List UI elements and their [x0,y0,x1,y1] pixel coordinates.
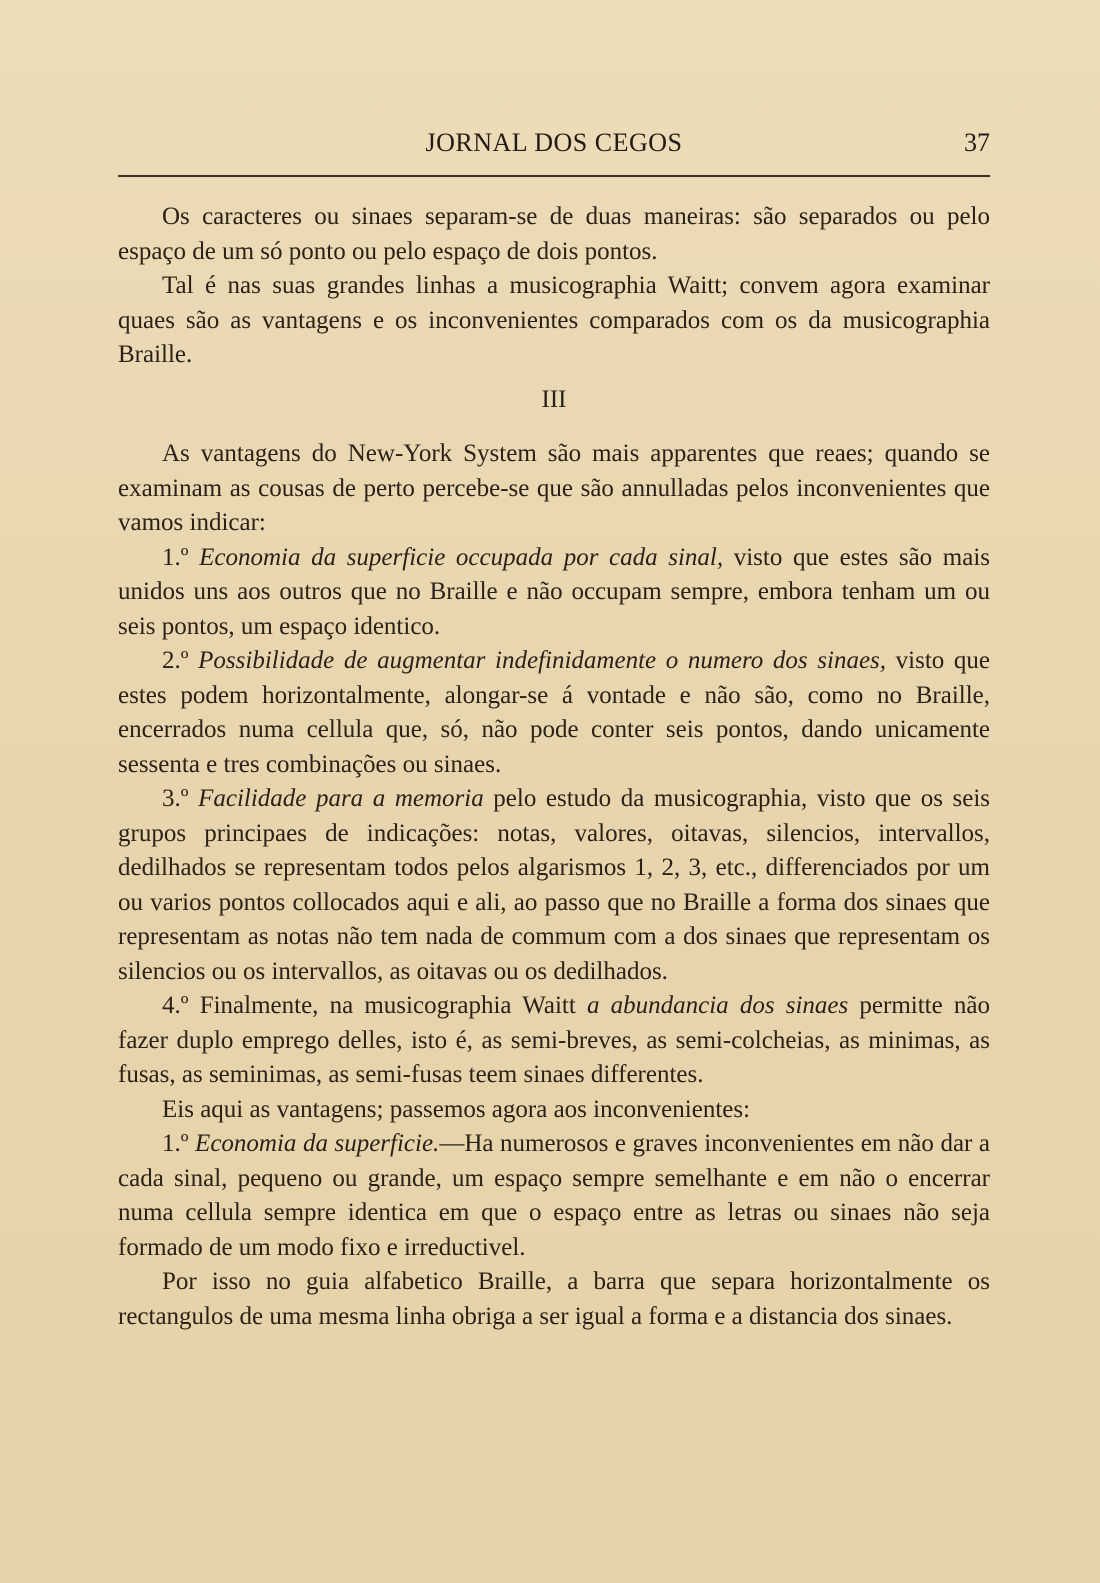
paragraph-text: Eis aqui as vantagens; passemos agora aos inconvenientes: [162,1095,751,1123]
item-emphasis: Facilidade para a memoria [198,785,484,812]
item-number: 1.º [162,1130,189,1157]
running-header [118,128,990,162]
item-number: 2.º [162,647,189,674]
body-text [118,200,990,1334]
numbered-item [118,1127,990,1265]
item-text: —Ha numerosos e graves inconvenientes em não dar a cada sinal, pequeno ou grande, um espaço sempre semelhante e em não o encerrar numa cellula sempre identica em que o espaço entre as letras ou sinaes não seja formado de um modo fixo e irreductivel. [118,1130,990,1261]
running-title: JORNAL DOS CEGOS [425,128,683,157]
item-emphasis: a abundancia dos sinaes [586,992,849,1019]
paragraph-text: Tal é nas suas grandes linhas a musicographia Waitt; convem agora examinar quaes são as vantagens e os inconvenientes comparados com os da musicographia Braille. [118,272,990,368]
item-text: pelo estudo da musicographia, visto que os seis grupos principaes de indicações: notas, valores, oitavas, silencios, intervallos, dedilhados se representam todos pelos algarismos 1, 2, 3, etc., differenciados por um ou varios pontos collocados aqui e ali, ao passo que no Braille a forma dos sinaes que representam as notas não tem nada de commum com a dos sinaes que representam os silencios ou os intervallos, as oitavas ou os dedilhados. [118,785,991,985]
item-emphasis: Economia da superficie. [195,1130,440,1157]
section-heading [118,383,990,418]
numbered-item [118,782,990,989]
item-number: 1.º [162,543,189,571]
item-text: visto que estes são mais unidos uns aos outros que no Braille e não occupam sempre, embora tenham um ou seis pontos, um espaço identico. [118,543,991,640]
page-number: 37 [964,128,990,157]
section-number: III [541,385,567,413]
paragraph [118,200,990,269]
item-emphasis: Economia da superficie occupada por cada sinal, [199,543,724,571]
item-text: permitte não fazer duplo emprego delles, isto é, as semi-breves, as semi-colcheias, as minimas, as fusas, as seminimas, as semi-fusas teem sinaes differentes. [118,992,990,1088]
numbered-item [118,541,990,645]
item-lead: Finalmente, na musicographia Waitt [199,992,576,1019]
numbered-item [118,644,990,782]
paragraph-text: As vantagens do New-York System são mais apparentes que reaes; quando se examinam as cousas de perto percebe-se que são annulladas pelos inconvenientes que vamos indicar: [118,440,990,536]
paragraph [118,1093,990,1128]
item-emphasis: Possibilidade de augmentar indefinidamente o numero dos sinaes, [198,647,887,674]
paragraph-text: Os caracteres ou sinaes separam-se de duas maneiras: são separados ou pelo espaço de um só ponto ou pelo espaço de dois pontos. [118,203,990,265]
item-number: 4.º [162,992,189,1019]
paragraph [118,1265,990,1334]
numbered-item [118,989,990,1093]
item-text: visto que estes podem horizontalmente, alongar-se á vontade e não são, como no Braille, encerrados numa cellula que, só, não pode conter seis pontos, dando unicamente sessenta e tres combinações ou sinaes. [118,647,990,778]
header-rule [118,175,990,177]
paragraph [118,437,990,541]
paragraph [118,269,990,373]
paragraph-text: Por isso no guia alfabetico Braille, a barra que separa horizontalmente os rectangulos de uma mesma linha obriga a ser igual a forma e a distancia dos sinaes. [118,1268,990,1330]
item-number: 3.º [162,785,189,812]
